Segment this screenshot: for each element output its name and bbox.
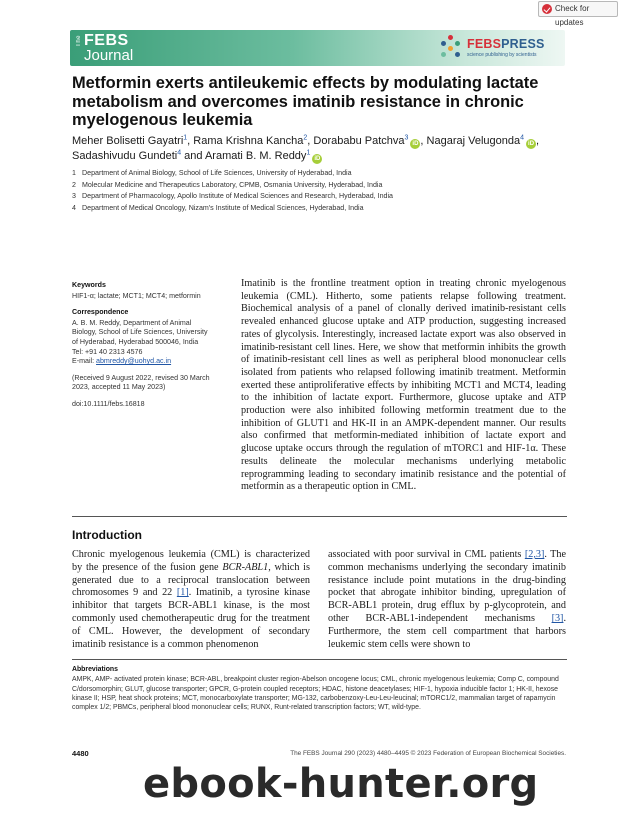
affiliation-marker[interactable]: 1: [306, 149, 311, 157]
abstract: Imatinib is the frontline treatment option in treating chronic myelogenous leukemia (CML). Hitherto, some patients relapse following treatment. Biochemical analysis of a panel of clonally derived imatinib-resistant cells revealed enhanced glucose uptake and ATP production, suggesting increased rates of glycolysis. Interestingly, increased lactate export was also observed in imatinib-resistant cell lines. Here, we show that metformin inhibits the growth of imatinib-resistant cell lines as well as peripheral blood mononuclear cells isolated from patients who relapsed following imatinib treatment. Metformin exerted these antiproliferative effects by inhibiting MCT1 and MCT4, leading to the inhibition of lactate export. Furthermore, glucose uptake and ATP production were also inhibited following metformin treatment due to the inhibition of GLUT1 and HK-II in an AMPK-dependent manner. Our results also confirmed that metformin-mediated inhibition of lactate export and glucose uptake occurs through the regulation of mTORC1 and HIF-1α. These results delineate the molecular mechanisms underlying metabolic reprogramming leading to secondary imatinib resistance and the potential of metformin as a therapeutic option in CML.: [241, 278, 566, 493]
received-block: [72, 374, 232, 393]
press-name-b: PRESS: [501, 37, 545, 51]
introduction-heading: Introduction: [72, 528, 142, 542]
intro-text: . Imatinib, a tyrosine kinase inhibitor that targets BCR-ABL1 kinase, is the most commonly used chemotherapeutic drug for the treatment of CML. However, the development of secondary imatinib resistance is a common phenomenon: [72, 587, 310, 650]
affiliation-item: [72, 168, 567, 180]
check-updates-label: Check for updates: [555, 4, 590, 27]
affiliation-number: 2: [72, 180, 76, 189]
keywords-heading: Keywords: [72, 281, 106, 289]
email-label: E-mail:: [72, 357, 97, 366]
author-list: [72, 134, 567, 164]
press-dot: [448, 46, 453, 51]
intro-text: . Furthermore, the stem cell compartment that harbors leukemic stem cells were shown to: [328, 612, 566, 650]
keywords-block: [72, 281, 232, 301]
author-name: Nagaraj Velugonda: [426, 135, 521, 147]
received-line: (Received 9 August 2022, revised 30 March: [72, 373, 210, 382]
reference-link[interactable]: [1]: [176, 587, 189, 599]
correspondence-line: A. B. M. Reddy, Department of Animal: [72, 318, 192, 327]
affiliation-marker[interactable]: 4: [520, 134, 525, 142]
correspondence-line: Tel: +91 40 2313 4576: [72, 347, 143, 356]
orcid-icon[interactable]: iD: [314, 156, 321, 162]
footer-citation: The FEBS Journal 290 (2023) 4480–4495 © 2023 Federation of European Biochemical Societies.: [290, 750, 566, 757]
reference-link[interactable]: [2,3]: [524, 549, 545, 560]
gene-name: BCR-ABL1: [222, 561, 269, 573]
affiliation-text: Department of Medical Oncology, Nizam's Institute of Medical Sciences, Hyderabad, India: [82, 203, 364, 212]
affiliation-number: 3: [72, 192, 76, 200]
press-dot: [441, 41, 446, 46]
correspondence-block: [72, 308, 232, 367]
logo-prefix: The: [76, 35, 82, 47]
abbreviations-divider: [72, 659, 567, 660]
author-separator: ,: [307, 135, 314, 147]
journal-banner: [70, 30, 565, 66]
press-dot: [441, 52, 446, 57]
doi-text[interactable]: doi:10.1111/febs.16818: [72, 399, 145, 408]
orcid-icon[interactable]: iD: [528, 141, 535, 147]
email-link[interactable]: abmreddy@uohyd.ac.in: [96, 357, 172, 366]
intro-text: , which is generated due to a reciprocal translocation between chromosomes 9 and 22: [72, 561, 310, 599]
keywords-text: HIF1-α; lactate; MCT1; MCT4; metformin: [72, 291, 201, 300]
intro-text: associated with poor survival in CML patients: [328, 549, 525, 560]
affiliation-marker[interactable]: 1: [183, 134, 188, 142]
email-line: [72, 357, 232, 367]
author-separator: ,: [536, 135, 540, 147]
press-tagline: science publishing by scientists: [467, 52, 537, 58]
press-dot: [455, 52, 460, 57]
affiliation-marker[interactable]: 3: [404, 134, 409, 142]
logo-name: FEBS: [84, 32, 129, 49]
check-for-updates-button[interactable]: [538, 1, 618, 27]
watermark: ebook-hunter.org: [143, 761, 539, 807]
author-name: Rama Krishna Kancha: [193, 135, 304, 147]
introduction-right-column: [328, 549, 566, 651]
page-number: 4480: [72, 749, 89, 758]
abbreviations-block: [72, 665, 567, 712]
press-name: [467, 37, 545, 51]
logo-suffix: Journal: [84, 47, 134, 64]
affiliation-list: [72, 168, 567, 214]
affiliation-item: [72, 191, 567, 203]
affiliation-marker[interactable]: 4: [177, 149, 182, 157]
correspondence-line: of Hyderabad, Hyderabad 500046, India: [72, 337, 199, 346]
article-meta: [72, 281, 232, 417]
orcid-icon[interactable]: iD: [412, 141, 419, 147]
affiliation-number: 4: [72, 203, 76, 212]
article-title: Metformin exerts antileukemic effects by modulating lactate metabolism and overcomes imatinib resistance in chronic myelogenous leukemia: [72, 74, 539, 129]
author-name: Meher Bolisetti Gayatri: [72, 135, 184, 147]
doi-block: [72, 400, 232, 410]
author-separator: and: [181, 150, 205, 162]
intro-text: Chronic myelogenous leukemia (CML) is characterized by the presence of the fusion gene: [72, 549, 310, 573]
abbreviations-text: AMPK, AMP- activated protein kinase; BCR-ABL, breakpoint cluster region-Abelson oncogene locus; CML, chronic myelogenous leukemia; Comp C, compound C/dorsomorphin; GLUT, glucose transporter; GPCR, G-protein coupled receptors; HDAC, histone deacetylases; HIF-1, hypoxia inducible factor 1; HK-II, hexose kinase II; HSP, heat shock proteins; MCT, monocarboxylate transporter; MG-132, carbobenzoxy-Leu-Leu-leucinal; mTORC1/2, mammalian target of rapamycin complex 1/2; PBMCs, peripheral blood mononuclear cells; RUNX, Runt-related transcription factors; WT, wild-type.: [72, 676, 559, 712]
affiliation-text: Department of Pharmacology, Apollo Institute of Medical Sciences and Research, Hyderabad, India: [82, 192, 393, 200]
intro-text: . The common mechanisms underlying the secondary imatinib resistance include point mutations in the drug-binding pocket that abrogate inhibitor binding, upregulation of BCR-ABL1 protein, drug efflux by p-glycoprotein, and other BCR-ABL1-independent mechanisms: [328, 549, 566, 624]
affiliation-text: Department of Animal Biology, School of Life Sciences, University of Hyderabad, India: [82, 169, 352, 177]
introduction-left-column: [72, 549, 310, 651]
febs-press-dots-icon: [439, 35, 463, 59]
section-divider: [72, 516, 567, 517]
author-separator: ,: [187, 135, 194, 147]
author-name: Aramati B. M. Reddy: [204, 150, 307, 162]
febs-press-logo: [439, 35, 557, 61]
press-dot: [448, 35, 453, 40]
author-separator: ,: [420, 135, 427, 147]
press-name-a: FEBS: [467, 37, 502, 51]
affiliation-item: [72, 203, 567, 215]
author-name: Dorababu Patchva: [313, 135, 405, 147]
correspondence-heading: Correspondence: [72, 308, 129, 317]
check-updates-icon: [542, 4, 552, 14]
affiliation-number: 1: [72, 169, 76, 177]
correspondence-line: Biology, School of Life Sciences, University: [72, 328, 208, 337]
press-dot: [455, 41, 460, 46]
author-name: Sadashivudu Gundeti: [72, 150, 178, 162]
reference-link[interactable]: [3]: [551, 612, 564, 624]
affiliation-item: [72, 180, 567, 192]
affiliation-text: Molecular Medicine and Therapeutics Laboratory, CPMB, Osmania University, Hyderabad, India: [82, 180, 383, 189]
abbreviations-heading: Abbreviations: [72, 666, 118, 673]
affiliation-marker[interactable]: 2: [303, 134, 308, 142]
received-line: 2023, accepted 11 May 2023): [72, 383, 166, 392]
